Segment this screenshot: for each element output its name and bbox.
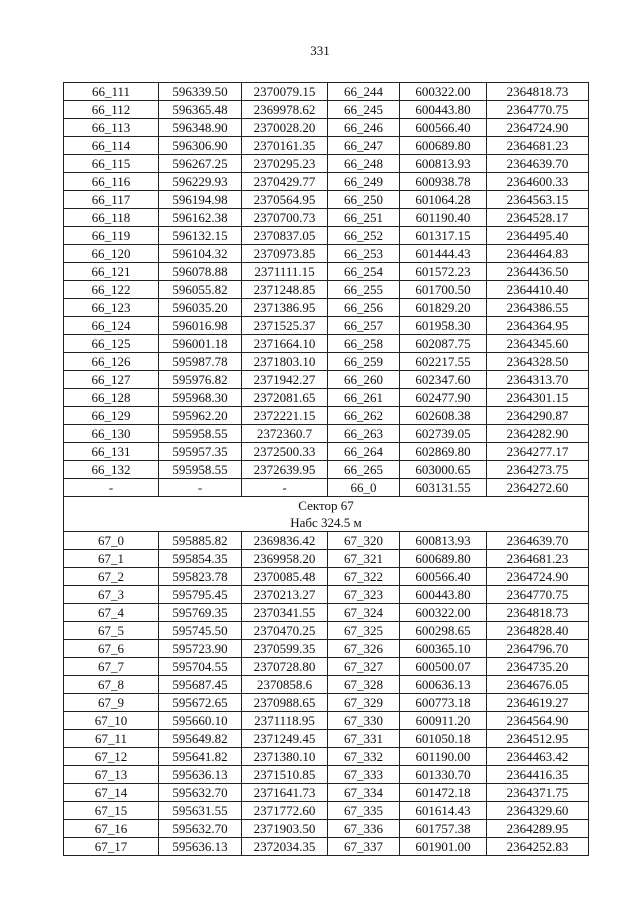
y-coordinate-cell: 2371111.15 xyxy=(242,263,328,281)
table-row xyxy=(64,604,589,622)
x-coordinate-cell: 602739.05 xyxy=(400,425,487,443)
x-coordinate-cell: 600566.40 xyxy=(400,568,487,586)
x-coordinate-cell: 600322.00 xyxy=(400,83,487,101)
point-id-cell: 67_15 xyxy=(64,802,159,820)
table-row xyxy=(64,155,589,173)
point-id-cell: 66_253 xyxy=(328,245,400,263)
y-coordinate-cell: 2371641.73 xyxy=(242,784,328,802)
y-coordinate-cell: 2364277.17 xyxy=(487,443,589,461)
point-id-cell: 66_252 xyxy=(328,227,400,245)
y-coordinate-cell: 2370837.05 xyxy=(242,227,328,245)
point-id-cell: 66_245 xyxy=(328,101,400,119)
x-coordinate-cell: 595962.20 xyxy=(159,407,242,425)
x-coordinate-cell: 596016.98 xyxy=(159,317,242,335)
y-coordinate-cell: 2364770.75 xyxy=(487,586,589,604)
table-row xyxy=(64,209,589,227)
coordinates-table xyxy=(63,82,589,856)
point-id-cell: 67_324 xyxy=(328,604,400,622)
point-id-cell: 66_258 xyxy=(328,335,400,353)
y-coordinate-cell: 2364463.42 xyxy=(487,748,589,766)
y-coordinate-cell: 2372500.33 xyxy=(242,443,328,461)
point-id-cell: 67_329 xyxy=(328,694,400,712)
point-id-cell: 66_250 xyxy=(328,191,400,209)
y-coordinate-cell: 2372034.35 xyxy=(242,838,328,856)
point-id-cell: 67_1 xyxy=(64,550,159,568)
point-id-cell: 66_117 xyxy=(64,191,159,209)
point-id-cell: 66_114 xyxy=(64,137,159,155)
point-id-cell: 67_9 xyxy=(64,694,159,712)
table-row xyxy=(64,802,589,820)
x-coordinate-cell: 595885.82 xyxy=(159,532,242,550)
sector-67-rows xyxy=(64,532,589,856)
table-row xyxy=(64,371,589,389)
point-id-cell: 66_264 xyxy=(328,443,400,461)
x-coordinate-cell: 595704.55 xyxy=(159,658,242,676)
point-id-cell: 66_265 xyxy=(328,461,400,479)
table-row xyxy=(64,353,589,371)
point-id-cell: 66_259 xyxy=(328,353,400,371)
sector-title: Сектор 67 xyxy=(298,498,354,513)
x-coordinate-cell: 601829.20 xyxy=(400,299,487,317)
point-id-cell: 66_256 xyxy=(328,299,400,317)
y-coordinate-cell: 2364735.20 xyxy=(487,658,589,676)
y-coordinate-cell: 2364329.60 xyxy=(487,802,589,820)
point-id-cell: 66_112 xyxy=(64,101,159,119)
x-coordinate-cell: 600500.07 xyxy=(400,658,487,676)
x-coordinate-cell: 595641.82 xyxy=(159,748,242,766)
table-row xyxy=(64,317,589,335)
table-row xyxy=(64,263,589,281)
y-coordinate-cell: 2370728.80 xyxy=(242,658,328,676)
x-coordinate-cell: 596365.48 xyxy=(159,101,242,119)
point-id-cell: 66_113 xyxy=(64,119,159,137)
y-coordinate-cell: 2370700.73 xyxy=(242,209,328,227)
y-coordinate-cell: 2364371.75 xyxy=(487,784,589,802)
point-id-cell: 67_13 xyxy=(64,766,159,784)
point-id-cell: 66_260 xyxy=(328,371,400,389)
point-id-cell: 66_0 xyxy=(328,479,400,497)
table-row xyxy=(64,730,589,748)
table-row xyxy=(64,479,589,497)
x-coordinate-cell: 600636.13 xyxy=(400,676,487,694)
sector-66-rows xyxy=(64,83,589,497)
x-coordinate-cell: 596078.88 xyxy=(159,263,242,281)
table-row xyxy=(64,425,589,443)
x-coordinate-cell: 595958.55 xyxy=(159,425,242,443)
table-row xyxy=(64,712,589,730)
y-coordinate-cell: 2364528.17 xyxy=(487,209,589,227)
y-coordinate-cell: 2364724.90 xyxy=(487,568,589,586)
y-coordinate-cell: 2364289.95 xyxy=(487,820,589,838)
table-row xyxy=(64,83,589,101)
table-row xyxy=(64,443,589,461)
table-row xyxy=(64,227,589,245)
y-coordinate-cell: 2370085.48 xyxy=(242,568,328,586)
y-coordinate-cell: 2364796.70 xyxy=(487,640,589,658)
point-id-cell: 66_261 xyxy=(328,389,400,407)
y-coordinate-cell: 2370079.15 xyxy=(242,83,328,101)
y-coordinate-cell: 2364313.70 xyxy=(487,371,589,389)
table-row xyxy=(64,694,589,712)
x-coordinate-cell: 601614.43 xyxy=(400,802,487,820)
table-row xyxy=(64,550,589,568)
x-coordinate-cell: 601190.00 xyxy=(400,748,487,766)
x-coordinate-cell: 595636.13 xyxy=(159,838,242,856)
y-coordinate-cell: 2371903.50 xyxy=(242,820,328,838)
x-coordinate-cell: 600813.93 xyxy=(400,155,487,173)
y-coordinate-cell: 2364818.73 xyxy=(487,83,589,101)
y-coordinate-cell: 2372221.15 xyxy=(242,407,328,425)
x-coordinate-cell: 602869.80 xyxy=(400,443,487,461)
x-coordinate-cell: 595987.78 xyxy=(159,353,242,371)
x-coordinate-cell: 600773.18 xyxy=(400,694,487,712)
y-coordinate-cell: 2364600.33 xyxy=(487,173,589,191)
point-id-cell: 66_249 xyxy=(328,173,400,191)
point-id-cell: 66_126 xyxy=(64,353,159,371)
sector-67-header xyxy=(64,497,589,532)
x-coordinate-cell: 600443.80 xyxy=(400,586,487,604)
table-row xyxy=(64,820,589,838)
x-coordinate-cell: 595723.90 xyxy=(159,640,242,658)
y-coordinate-cell: 2364724.90 xyxy=(487,119,589,137)
x-coordinate-cell: 601317.15 xyxy=(400,227,487,245)
y-coordinate-cell: 2364301.15 xyxy=(487,389,589,407)
table-row xyxy=(64,676,589,694)
x-coordinate-cell: 595631.55 xyxy=(159,802,242,820)
point-id-cell: 66_120 xyxy=(64,245,159,263)
x-coordinate-cell: 601330.70 xyxy=(400,766,487,784)
table-row xyxy=(64,407,589,425)
x-coordinate-cell: 595823.78 xyxy=(159,568,242,586)
y-coordinate-cell: 2370429.77 xyxy=(242,173,328,191)
y-coordinate-cell: 2370028.20 xyxy=(242,119,328,137)
x-coordinate-cell: 600298.65 xyxy=(400,622,487,640)
point-id-cell: - xyxy=(64,479,159,497)
x-coordinate-cell: 600689.80 xyxy=(400,137,487,155)
y-coordinate-cell: 2364770.75 xyxy=(487,101,589,119)
point-id-cell: 66_121 xyxy=(64,263,159,281)
sector-height: Набс 324.5 м xyxy=(290,515,362,530)
y-coordinate-cell: 2364681.23 xyxy=(487,137,589,155)
point-id-cell: 67_12 xyxy=(64,748,159,766)
y-coordinate-cell: 2364272.60 xyxy=(487,479,589,497)
x-coordinate-cell: 600365.10 xyxy=(400,640,487,658)
y-coordinate-cell: 2371386.95 xyxy=(242,299,328,317)
y-coordinate-cell: 2370295.23 xyxy=(242,155,328,173)
y-coordinate-cell: 2370858.6 xyxy=(242,676,328,694)
table-row xyxy=(64,532,589,550)
point-id-cell: 67_5 xyxy=(64,622,159,640)
x-coordinate-cell: 600322.00 xyxy=(400,604,487,622)
y-coordinate-cell: 2364282.90 xyxy=(487,425,589,443)
y-coordinate-cell: 2364464.83 xyxy=(487,245,589,263)
y-coordinate-cell: 2371380.10 xyxy=(242,748,328,766)
y-coordinate-cell: 2371525.37 xyxy=(242,317,328,335)
x-coordinate-cell: 602347.60 xyxy=(400,371,487,389)
x-coordinate-cell: 602217.55 xyxy=(400,353,487,371)
x-coordinate-cell: 596339.50 xyxy=(159,83,242,101)
y-coordinate-cell: 2370213.27 xyxy=(242,586,328,604)
y-coordinate-cell: 2364639.70 xyxy=(487,155,589,173)
x-coordinate-cell: 595649.82 xyxy=(159,730,242,748)
table-row xyxy=(64,586,589,604)
x-coordinate-cell: 595687.45 xyxy=(159,676,242,694)
point-id-cell: 67_6 xyxy=(64,640,159,658)
point-id-cell: 66_262 xyxy=(328,407,400,425)
x-coordinate-cell: 595636.13 xyxy=(159,766,242,784)
y-coordinate-cell: 2364328.50 xyxy=(487,353,589,371)
point-id-cell: 66_127 xyxy=(64,371,159,389)
page-number: 331 xyxy=(310,43,330,58)
x-coordinate-cell: 595976.82 xyxy=(159,371,242,389)
y-coordinate-cell: 2364828.40 xyxy=(487,622,589,640)
point-id-cell: 67_3 xyxy=(64,586,159,604)
y-coordinate-cell: 2364681.23 xyxy=(487,550,589,568)
x-coordinate-cell: 600443.80 xyxy=(400,101,487,119)
y-coordinate-cell: 2364416.35 xyxy=(487,766,589,784)
point-id-cell: 67_330 xyxy=(328,712,400,730)
y-coordinate-cell: 2371772.60 xyxy=(242,802,328,820)
point-id-cell: 66_128 xyxy=(64,389,159,407)
y-coordinate-cell: 2371803.10 xyxy=(242,353,328,371)
point-id-cell: 67_327 xyxy=(328,658,400,676)
y-coordinate-cell: 2372360.7 xyxy=(242,425,328,443)
point-id-cell: 66_132 xyxy=(64,461,159,479)
x-coordinate-cell: 595854.35 xyxy=(159,550,242,568)
x-coordinate-cell: 596306.90 xyxy=(159,137,242,155)
y-coordinate-cell: 2372081.65 xyxy=(242,389,328,407)
point-id-cell: 66_244 xyxy=(328,83,400,101)
table-row xyxy=(64,173,589,191)
y-coordinate-cell: 2364495.40 xyxy=(487,227,589,245)
table-row xyxy=(64,299,589,317)
x-coordinate-cell: 596267.25 xyxy=(159,155,242,173)
x-coordinate-cell: 595632.70 xyxy=(159,784,242,802)
point-id-cell: 67_14 xyxy=(64,784,159,802)
point-id-cell: 66_118 xyxy=(64,209,159,227)
point-id-cell: 67_337 xyxy=(328,838,400,856)
point-id-cell: 66_111 xyxy=(64,83,159,101)
x-coordinate-cell: 603131.55 xyxy=(400,479,487,497)
y-coordinate-cell: 2371118.95 xyxy=(242,712,328,730)
table-row xyxy=(64,137,589,155)
y-coordinate-cell: 2371249.45 xyxy=(242,730,328,748)
point-id-cell: 67_321 xyxy=(328,550,400,568)
y-coordinate-cell: 2364818.73 xyxy=(487,604,589,622)
table-row xyxy=(64,748,589,766)
point-id-cell: 66_251 xyxy=(328,209,400,227)
sector-header-cell xyxy=(64,497,589,532)
point-id-cell: 67_2 xyxy=(64,568,159,586)
point-id-cell: 67_7 xyxy=(64,658,159,676)
table-row xyxy=(64,281,589,299)
y-coordinate-cell: 2364252.83 xyxy=(487,838,589,856)
x-coordinate-cell: 595795.45 xyxy=(159,586,242,604)
x-coordinate-cell: 595957.35 xyxy=(159,443,242,461)
x-coordinate-cell: 601050.18 xyxy=(400,730,487,748)
y-coordinate-cell: 2369836.42 xyxy=(242,532,328,550)
x-coordinate-cell: 596348.90 xyxy=(159,119,242,137)
point-id-cell: 66_131 xyxy=(64,443,159,461)
table-row xyxy=(64,119,589,137)
point-id-cell: 67_10 xyxy=(64,712,159,730)
x-coordinate-cell: 600566.40 xyxy=(400,119,487,137)
x-coordinate-cell: 602087.75 xyxy=(400,335,487,353)
table-row xyxy=(64,335,589,353)
point-id-cell: 66_129 xyxy=(64,407,159,425)
table-row xyxy=(64,191,589,209)
y-coordinate-cell: 2371248.85 xyxy=(242,281,328,299)
point-id-cell: 67_17 xyxy=(64,838,159,856)
x-coordinate-cell: 595769.35 xyxy=(159,604,242,622)
point-id-cell: 67_0 xyxy=(64,532,159,550)
y-coordinate-cell: 2371664.10 xyxy=(242,335,328,353)
y-coordinate-cell: - xyxy=(242,479,328,497)
y-coordinate-cell: 2370973.85 xyxy=(242,245,328,263)
point-id-cell: 66_122 xyxy=(64,281,159,299)
table-row xyxy=(64,640,589,658)
x-coordinate-cell: 601757.38 xyxy=(400,820,487,838)
y-coordinate-cell: 2364564.90 xyxy=(487,712,589,730)
point-id-cell: 67_334 xyxy=(328,784,400,802)
point-id-cell: 66_254 xyxy=(328,263,400,281)
x-coordinate-cell: 596104.32 xyxy=(159,245,242,263)
x-coordinate-cell: 596132.15 xyxy=(159,227,242,245)
point-id-cell: 67_325 xyxy=(328,622,400,640)
x-coordinate-cell: 596055.82 xyxy=(159,281,242,299)
x-coordinate-cell: 600911.20 xyxy=(400,712,487,730)
y-coordinate-cell: 2364512.95 xyxy=(487,730,589,748)
x-coordinate-cell: 595660.10 xyxy=(159,712,242,730)
point-id-cell: 66_125 xyxy=(64,335,159,353)
y-coordinate-cell: 2364676.05 xyxy=(487,676,589,694)
x-coordinate-cell: 595968.30 xyxy=(159,389,242,407)
point-id-cell: 67_335 xyxy=(328,802,400,820)
y-coordinate-cell: 2364364.95 xyxy=(487,317,589,335)
y-coordinate-cell: 2364410.40 xyxy=(487,281,589,299)
point-id-cell: 66_123 xyxy=(64,299,159,317)
x-coordinate-cell: - xyxy=(159,479,242,497)
point-id-cell: 66_257 xyxy=(328,317,400,335)
table-row xyxy=(64,568,589,586)
table-row xyxy=(64,622,589,640)
x-coordinate-cell: 595745.50 xyxy=(159,622,242,640)
x-coordinate-cell: 595958.55 xyxy=(159,461,242,479)
y-coordinate-cell: 2371510.85 xyxy=(242,766,328,784)
x-coordinate-cell: 601444.43 xyxy=(400,245,487,263)
point-id-cell: 67_326 xyxy=(328,640,400,658)
y-coordinate-cell: 2364436.50 xyxy=(487,263,589,281)
point-id-cell: 67_8 xyxy=(64,676,159,694)
x-coordinate-cell: 596001.18 xyxy=(159,335,242,353)
table-row xyxy=(64,658,589,676)
x-coordinate-cell: 595672.65 xyxy=(159,694,242,712)
y-coordinate-cell: 2364386.55 xyxy=(487,299,589,317)
point-id-cell: 66_124 xyxy=(64,317,159,335)
point-id-cell: 67_323 xyxy=(328,586,400,604)
x-coordinate-cell: 595632.70 xyxy=(159,820,242,838)
point-id-cell: 66_247 xyxy=(328,137,400,155)
y-coordinate-cell: 2370599.35 xyxy=(242,640,328,658)
y-coordinate-cell: 2364345.60 xyxy=(487,335,589,353)
x-coordinate-cell: 601901.00 xyxy=(400,838,487,856)
y-coordinate-cell: 2369978.62 xyxy=(242,101,328,119)
y-coordinate-cell: 2364639.70 xyxy=(487,532,589,550)
table-row xyxy=(64,784,589,802)
point-id-cell: 66_116 xyxy=(64,173,159,191)
point-id-cell: 66_255 xyxy=(328,281,400,299)
point-id-cell: 67_328 xyxy=(328,676,400,694)
point-id-cell: 67_16 xyxy=(64,820,159,838)
x-coordinate-cell: 596162.38 xyxy=(159,209,242,227)
point-id-cell: 66_246 xyxy=(328,119,400,137)
x-coordinate-cell: 603000.65 xyxy=(400,461,487,479)
table-row xyxy=(64,245,589,263)
y-coordinate-cell: 2371942.27 xyxy=(242,371,328,389)
point-id-cell: 67_336 xyxy=(328,820,400,838)
x-coordinate-cell: 602477.90 xyxy=(400,389,487,407)
table-row xyxy=(64,838,589,856)
x-coordinate-cell: 600813.93 xyxy=(400,532,487,550)
point-id-cell: 67_320 xyxy=(328,532,400,550)
point-id-cell: 67_332 xyxy=(328,748,400,766)
x-coordinate-cell: 601700.50 xyxy=(400,281,487,299)
x-coordinate-cell: 596229.93 xyxy=(159,173,242,191)
y-coordinate-cell: 2370564.95 xyxy=(242,191,328,209)
x-coordinate-cell: 601572.23 xyxy=(400,263,487,281)
x-coordinate-cell: 602608.38 xyxy=(400,407,487,425)
y-coordinate-cell: 2364273.75 xyxy=(487,461,589,479)
x-coordinate-cell: 600689.80 xyxy=(400,550,487,568)
point-id-cell: 67_4 xyxy=(64,604,159,622)
x-coordinate-cell: 601190.40 xyxy=(400,209,487,227)
y-coordinate-cell: 2364563.15 xyxy=(487,191,589,209)
point-id-cell: 66_115 xyxy=(64,155,159,173)
point-id-cell: 67_331 xyxy=(328,730,400,748)
point-id-cell: 66_248 xyxy=(328,155,400,173)
y-coordinate-cell: 2364290.87 xyxy=(487,407,589,425)
x-coordinate-cell: 601472.18 xyxy=(400,784,487,802)
x-coordinate-cell: 601064.28 xyxy=(400,191,487,209)
table-row xyxy=(64,389,589,407)
x-coordinate-cell: 601958.30 xyxy=(400,317,487,335)
x-coordinate-cell: 600938.78 xyxy=(400,173,487,191)
table-row xyxy=(64,766,589,784)
y-coordinate-cell: 2370341.55 xyxy=(242,604,328,622)
table-row xyxy=(64,101,589,119)
y-coordinate-cell: 2370470.25 xyxy=(242,622,328,640)
table-row xyxy=(64,461,589,479)
y-coordinate-cell: 2364619.27 xyxy=(487,694,589,712)
x-coordinate-cell: 596194.98 xyxy=(159,191,242,209)
y-coordinate-cell: 2370161.35 xyxy=(242,137,328,155)
point-id-cell: 66_263 xyxy=(328,425,400,443)
point-id-cell: 67_11 xyxy=(64,730,159,748)
x-coordinate-cell: 596035.20 xyxy=(159,299,242,317)
point-id-cell: 66_119 xyxy=(64,227,159,245)
y-coordinate-cell: 2369958.20 xyxy=(242,550,328,568)
y-coordinate-cell: 2370988.65 xyxy=(242,694,328,712)
point-id-cell: 67_322 xyxy=(328,568,400,586)
point-id-cell: 66_130 xyxy=(64,425,159,443)
point-id-cell: 67_333 xyxy=(328,766,400,784)
y-coordinate-cell: 2372639.95 xyxy=(242,461,328,479)
